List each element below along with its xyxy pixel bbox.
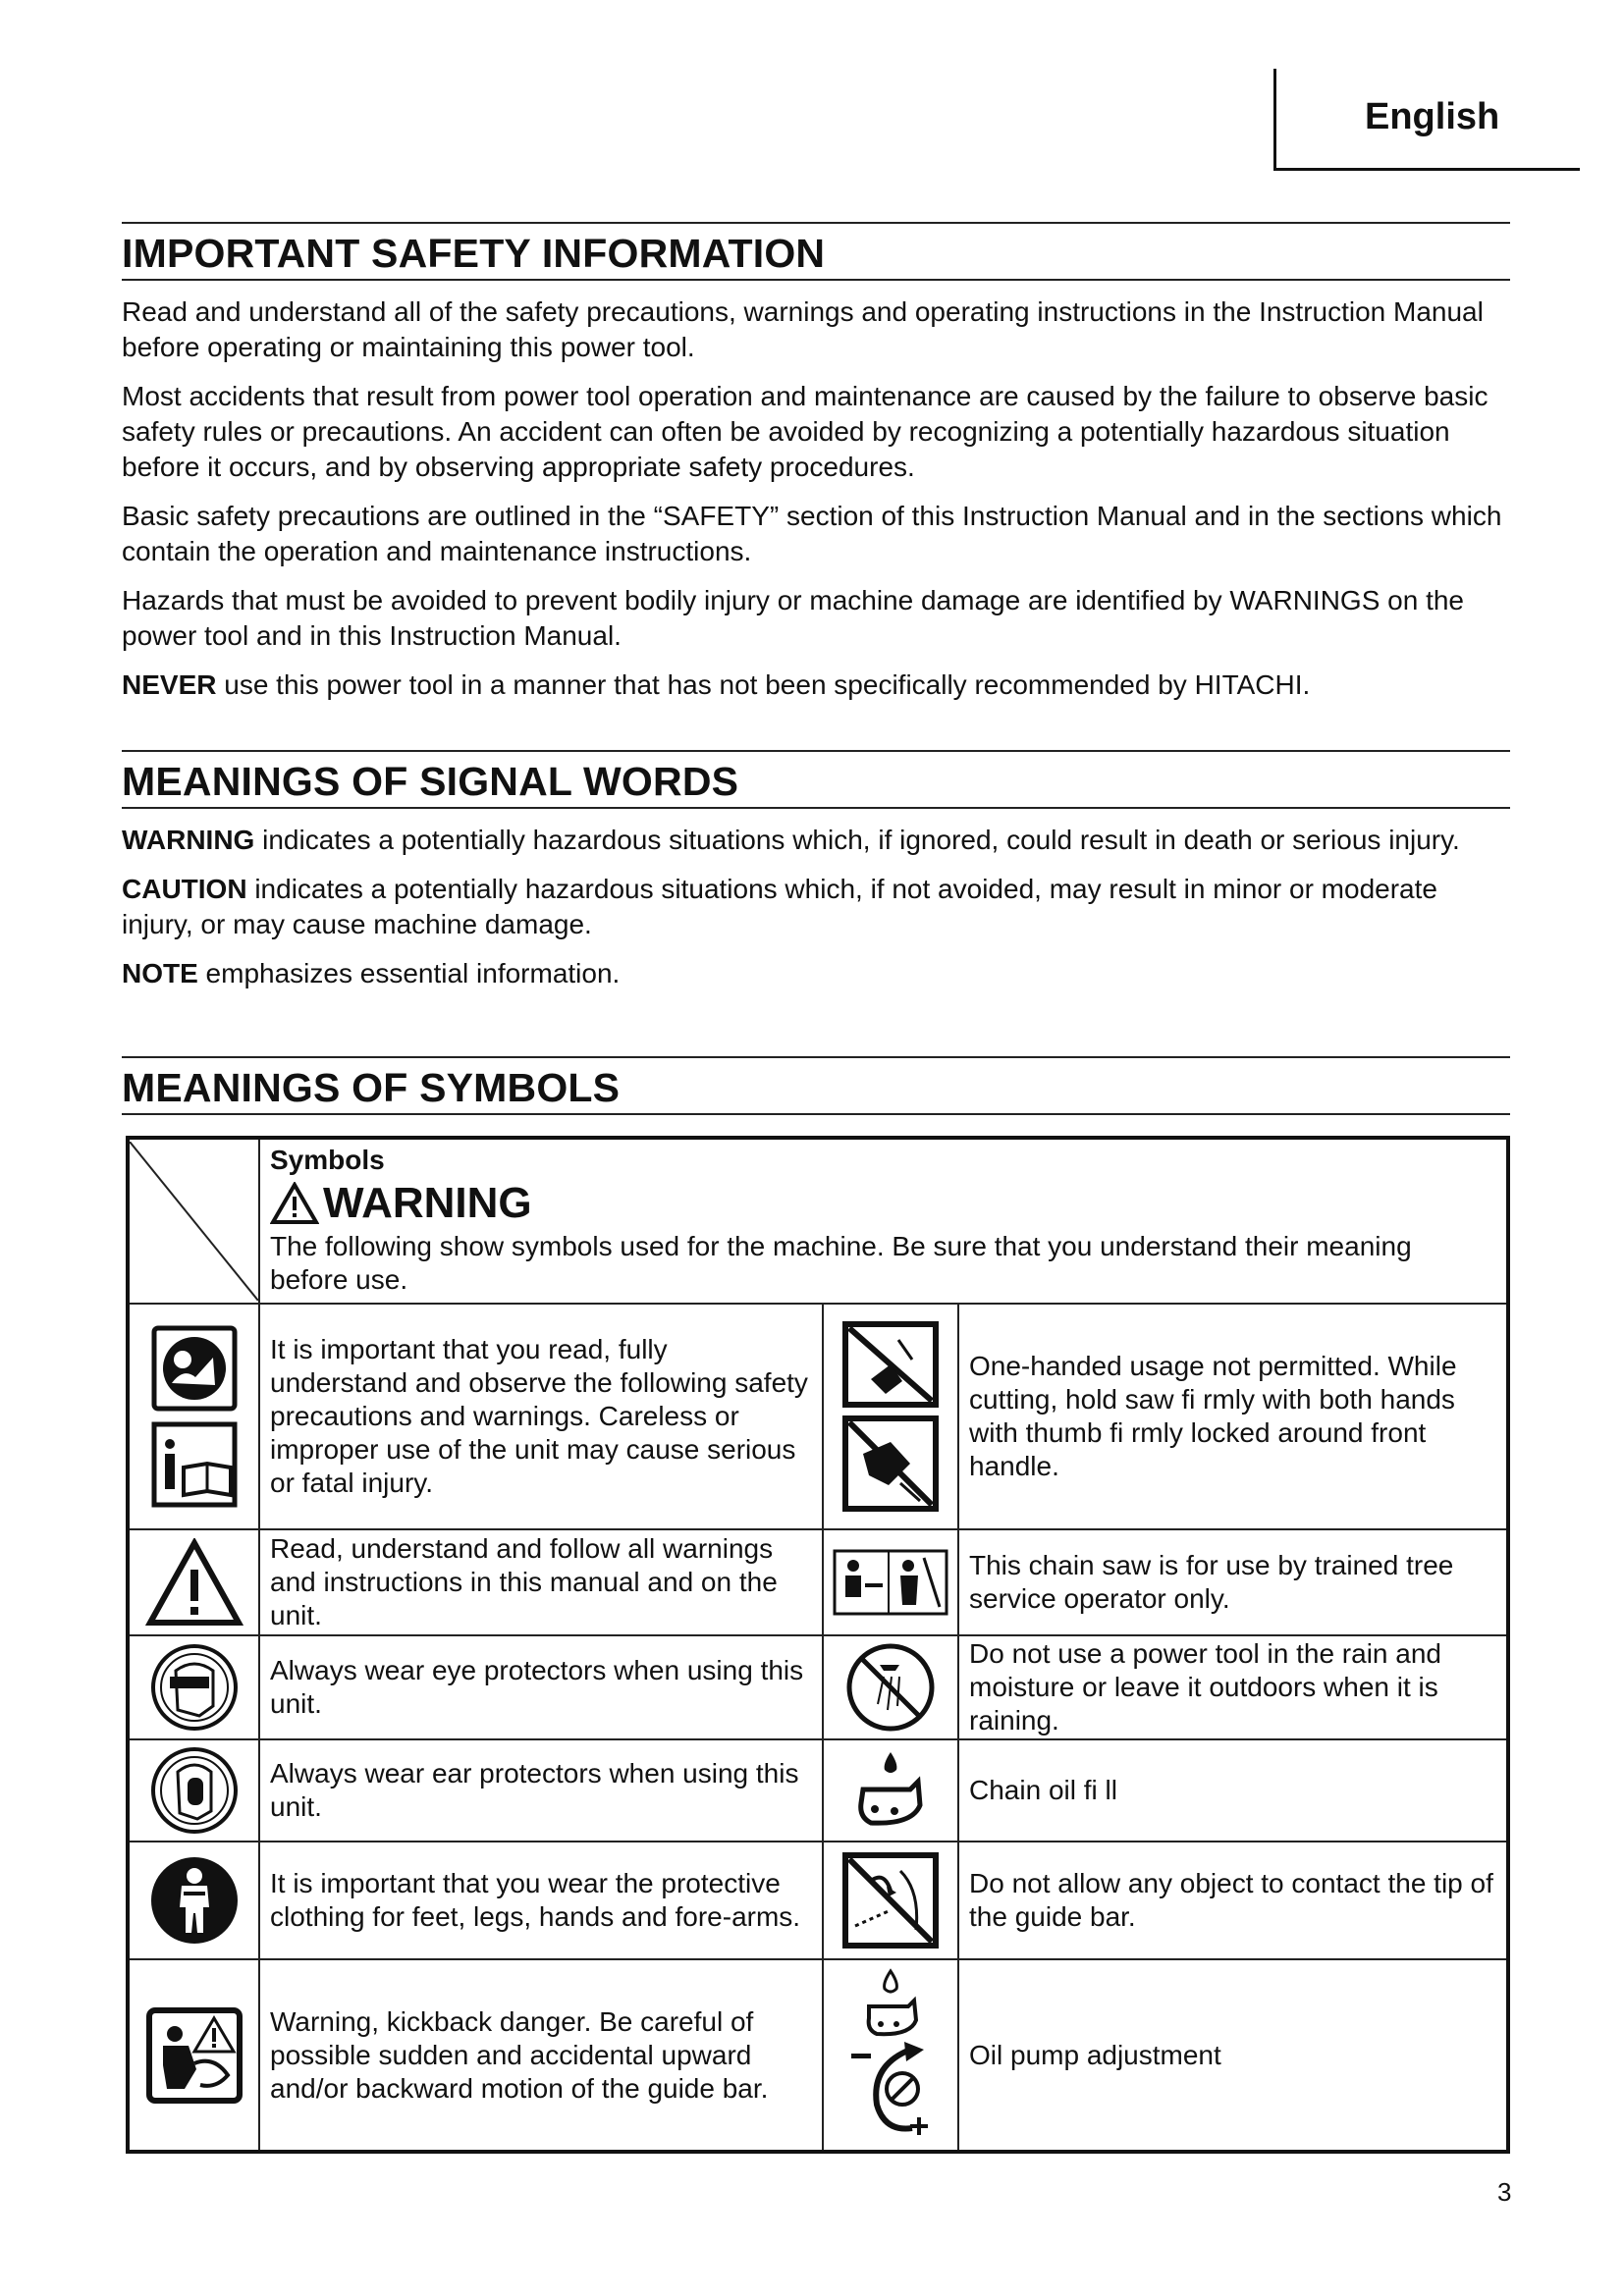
warning-triangle-icon: [270, 1182, 319, 1225]
never-keyword: NEVER: [122, 669, 217, 700]
icon-cell: [823, 1739, 958, 1842]
oil-pump-adjustment-icon: [841, 1967, 940, 2144]
oil-fill-icon: [851, 1746, 930, 1835]
symbol-description-right: Do not use a power tool in the rain and moisture or leave it outdoors when it is raining.: [958, 1635, 1508, 1739]
caution-keyword: CAUTION: [122, 874, 247, 904]
table-row: [128, 1739, 1508, 1842]
symbols-section: [122, 1056, 1510, 1115]
symbol-description-right: One-handed usage not permitted. While cutting, hold saw fi rmly with both hands with thumb fi rmly locked around front handle.: [958, 1304, 1508, 1529]
caution-text: indicates a potentially hazardous situations which, if not avoided, may result in minor or moderate injury, or may cause machine damage.: [122, 874, 1437, 939]
symbol-description-left: Read, understand and follow all warnings and instructions in this manual and on the unit.: [259, 1529, 823, 1635]
symbols-header-cell: [259, 1138, 1508, 1304]
icon-cell: [823, 1959, 958, 2152]
diagonal-line: [130, 1142, 258, 1301]
safety-paragraph-3: Basic safety precautions are outlined in the “SAFETY” section of this Instruction Manual and in the sections which contain the operation and maintenance instructions.: [122, 501, 1502, 566]
symbol-description-left: It is important that you read, fully understand and observe the following safety precautions and warnings. Careless or improper use of the unit may cause serious or fatal injury.: [259, 1304, 823, 1529]
symbol-description-left: Always wear eye protectors when using this unit.: [259, 1635, 823, 1739]
icon-cell: [128, 1304, 259, 1529]
ear-protection-icon: [148, 1744, 241, 1837]
caution-triangle-icon: [145, 1538, 244, 1627]
trained-operator-icon: [832, 1548, 949, 1617]
icon-cell: [128, 1529, 259, 1635]
no-rain-icon: [844, 1641, 937, 1734]
language-tab: [1273, 69, 1580, 171]
no-tip-contact-icon: [841, 1851, 940, 1949]
warning-keyword: WARNING: [122, 825, 255, 855]
symbol-description-right: Oil pump adjustment: [958, 1959, 1508, 2152]
eye-protection-icon: [148, 1641, 241, 1734]
warning-text: indicates a potentially hazardous situations which, if ignored, could result in death or serious injury.: [254, 825, 1460, 855]
icon-cell: [128, 1842, 259, 1959]
symbols-heading: MEANINGS OF SYMBOLS: [122, 1056, 1510, 1115]
page-number: 3: [1497, 2177, 1512, 2207]
protective-clothing-icon: [148, 1854, 241, 1947]
signal-heading: MEANINGS OF SIGNAL WORDS: [122, 750, 1510, 809]
note-definition: [122, 956, 1510, 991]
never-text: use this power tool in a manner that has not been specifically recommended by HITACHI.: [216, 669, 1311, 700]
one-hand-prohibited-icon: [841, 1320, 940, 1409]
read-manual-icon: [150, 1324, 239, 1413]
safety-paragraph-4: Hazards that must be avoided to prevent bodily injury or machine damage are identified by WARNINGS on the power tool and in this Instruction Manual.: [122, 585, 1464, 651]
symbol-description-left: It is important that you wear the protective clothing for feet, legs, hands and fore-arms.: [259, 1842, 823, 1959]
symbols-description: The following show symbols used for the machine. Be sure that you understand their meaning before use.: [270, 1231, 1412, 1295]
table-row: [128, 1959, 1508, 2152]
caution-definition: [122, 872, 1510, 942]
safety-paragraph-5: [122, 667, 1510, 703]
note-keyword: NOTE: [122, 958, 198, 988]
safety-paragraph-1: Read and understand all of the safety precautions, warnings and operating instructions in the Instruction Manual before operating or maintaining this power tool.: [122, 296, 1484, 362]
table-row: [128, 1635, 1508, 1739]
safety-heading: IMPORTANT SAFETY INFORMATION: [122, 222, 1510, 281]
symbols-header-row: [128, 1138, 1508, 1304]
symbol-description-right: Chain oil fi ll: [958, 1739, 1508, 1842]
safety-paragraph-2: Most accidents that result from power tool operation and maintenance are caused by the failure to observe basic safety rules or precautions. An accident can often be avoided by recognizing a potentially hazardous situation before it occurs, and by observing appropriate safety procedures.: [122, 381, 1489, 482]
two-hands-required-icon: [841, 1415, 940, 1513]
icon-cell: [823, 1842, 958, 1959]
table-row: [128, 1842, 1508, 1959]
symbol-description-left: Always wear ear protectors when using this unit.: [259, 1739, 823, 1842]
warning-definition: [122, 823, 1510, 858]
language-label: English: [1365, 96, 1500, 137]
icon-cell: [823, 1529, 958, 1635]
icon-cell: [128, 1739, 259, 1842]
table-row: [128, 1529, 1508, 1635]
table-row: [128, 1304, 1508, 1529]
icon-cell: [128, 1635, 259, 1739]
symbol-description-left: Warning, kickback danger. Be careful of possible sudden and accidental upward and/or backward motion of the guide bar.: [259, 1959, 823, 2152]
warning-banner-text: WARNING: [323, 1179, 532, 1227]
symbols-table: [126, 1136, 1510, 2154]
symbol-description-right: Do not allow any object to contact the tip of the guide bar.: [958, 1842, 1508, 1959]
header-corner-cell: [128, 1138, 259, 1304]
signal-words-section: [122, 750, 1510, 991]
icon-cell: [823, 1304, 958, 1529]
symbols-label: Symbols: [270, 1145, 385, 1175]
important-safety-section: [122, 222, 1510, 703]
warning-banner: [270, 1177, 1496, 1230]
icon-cell: [823, 1635, 958, 1739]
icon-cell: [128, 1959, 259, 2152]
kickback-warning-icon: [145, 2006, 244, 2105]
info-book-icon: [150, 1420, 239, 1509]
note-text: emphasizes essential information.: [197, 958, 621, 988]
symbol-description-right: This chain saw is for use by trained tree service operator only.: [958, 1529, 1508, 1635]
